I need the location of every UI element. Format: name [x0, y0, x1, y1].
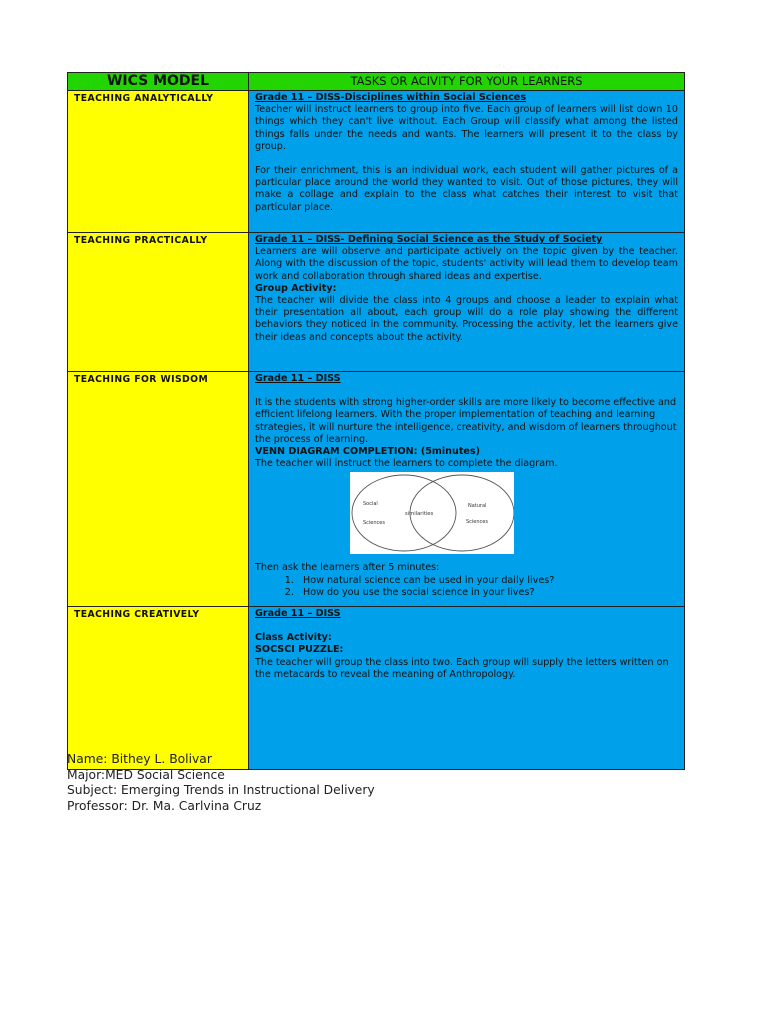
- course-subject: Subject: Emerging Trends in Instructional Delivery: [67, 783, 375, 797]
- venn-diagram: [350, 472, 514, 554]
- wics-model-header: WICS MODEL: [68, 73, 249, 91]
- table-row-wisdom: [68, 372, 685, 607]
- row-content-practically: [249, 233, 685, 372]
- venn-center-label: similarities: [405, 511, 434, 518]
- question-list: [255, 575, 678, 599]
- row-title: Grade 11 – DISS: [255, 608, 341, 619]
- author-name: Name: Bithey L. Bolivar: [67, 752, 212, 766]
- row-label-practically: TEACHING PRACTICALLY: [68, 233, 249, 372]
- row-title: Grade 11 – DISS-Disciplines within Social Sciences: [255, 92, 527, 103]
- row-content-analytically: [249, 91, 685, 233]
- row-content-wisdom: [249, 372, 685, 607]
- paragraph: For their enrichment, this is an individual work, each student will gather pictures of a particular place around the world they wanted to visit. Out of those pictures, they will make a collage and explain to the class what catches their interest to visit that particular place.: [255, 165, 678, 213]
- subheading: VENN DIAGRAM COMPLETION: (5minutes): [255, 446, 481, 458]
- venn-left-label-1: Social: [363, 501, 378, 508]
- author-major: Major:MED Social Science: [67, 767, 225, 782]
- paragraph: Teacher will instruct learners to group into five. Each group of learners will list down 10 things which they can't live without. Each Group will classify what among the listed things falls under the needs and wants. The learners will present it to the class by group.: [255, 104, 678, 152]
- table-header-row: [68, 73, 685, 91]
- author-info: [67, 752, 375, 814]
- tasks-header: TASKS OR ACIVITY FOR YOUR LEARNERS: [249, 73, 685, 91]
- wics-table: [67, 72, 685, 770]
- paragraph: The teacher will divide the class into 4 groups and choose a leader to explain what their presentation all about, each group will do a role play showing the different behaviors they noticed in the community. Processing the activity, let the learners give their ideas and concepts about the activity.: [255, 295, 678, 343]
- paragraph: Learners are will observe and participate actively on the topic given by the teacher. Along with the discussion of the topic, students' activity will lead them to develop team work and collaboration through shared ideas and expertise.: [255, 246, 678, 282]
- subheading: Class Activity:: [255, 632, 332, 644]
- subheading: Group Activity:: [255, 282, 337, 294]
- row-label-creatively: TEACHING CREATIVELY: [68, 607, 249, 770]
- row-label-wisdom: TEACHING FOR WISDOM: [68, 372, 249, 607]
- paragraph: The teacher will group the class into two. Each group will supply the letters written on the metacards to reveal the meaning of Anthropology.: [255, 656, 669, 680]
- row-content-creatively: [249, 607, 685, 770]
- venn-right-label-2: Sciences: [466, 519, 488, 526]
- paragraph: It is the students with strong higher-order skills are more likely to become effective and efficient lifelong learners. With the proper implementation of teaching and learning strategies, it will nurture the intelligence, creativity, and wisdom of learners throughout the process of learning.: [255, 397, 677, 445]
- venn-right-label-1: Natural: [468, 503, 487, 510]
- subheading: SOCSCI PUZZLE:: [255, 644, 344, 656]
- list-item: 1. How natural science can be used in your daily lives?: [297, 575, 678, 587]
- row-title: Grade 11 – DISS: [255, 373, 341, 384]
- paragraph: The teacher will instruct the learners to complete the diagram.: [255, 458, 558, 470]
- professor-name: Professor: Dr. Ma. Carlvina Cruz: [67, 798, 262, 813]
- row-label-analytically: TEACHING ANALYTICALLY: [68, 91, 249, 233]
- table-row-analytically: [68, 91, 685, 233]
- table-row-practically: [68, 233, 685, 372]
- table-row-creatively: [68, 607, 685, 770]
- list-item: 2. How do you use the social science in your lives?: [297, 587, 678, 599]
- row-title: Grade 11 – DISS- Defining Social Science as the Study of Society: [255, 234, 603, 245]
- paragraph: Then ask the learners after 5 minutes:: [255, 562, 440, 574]
- venn-left-label-2: Sciences: [363, 520, 385, 527]
